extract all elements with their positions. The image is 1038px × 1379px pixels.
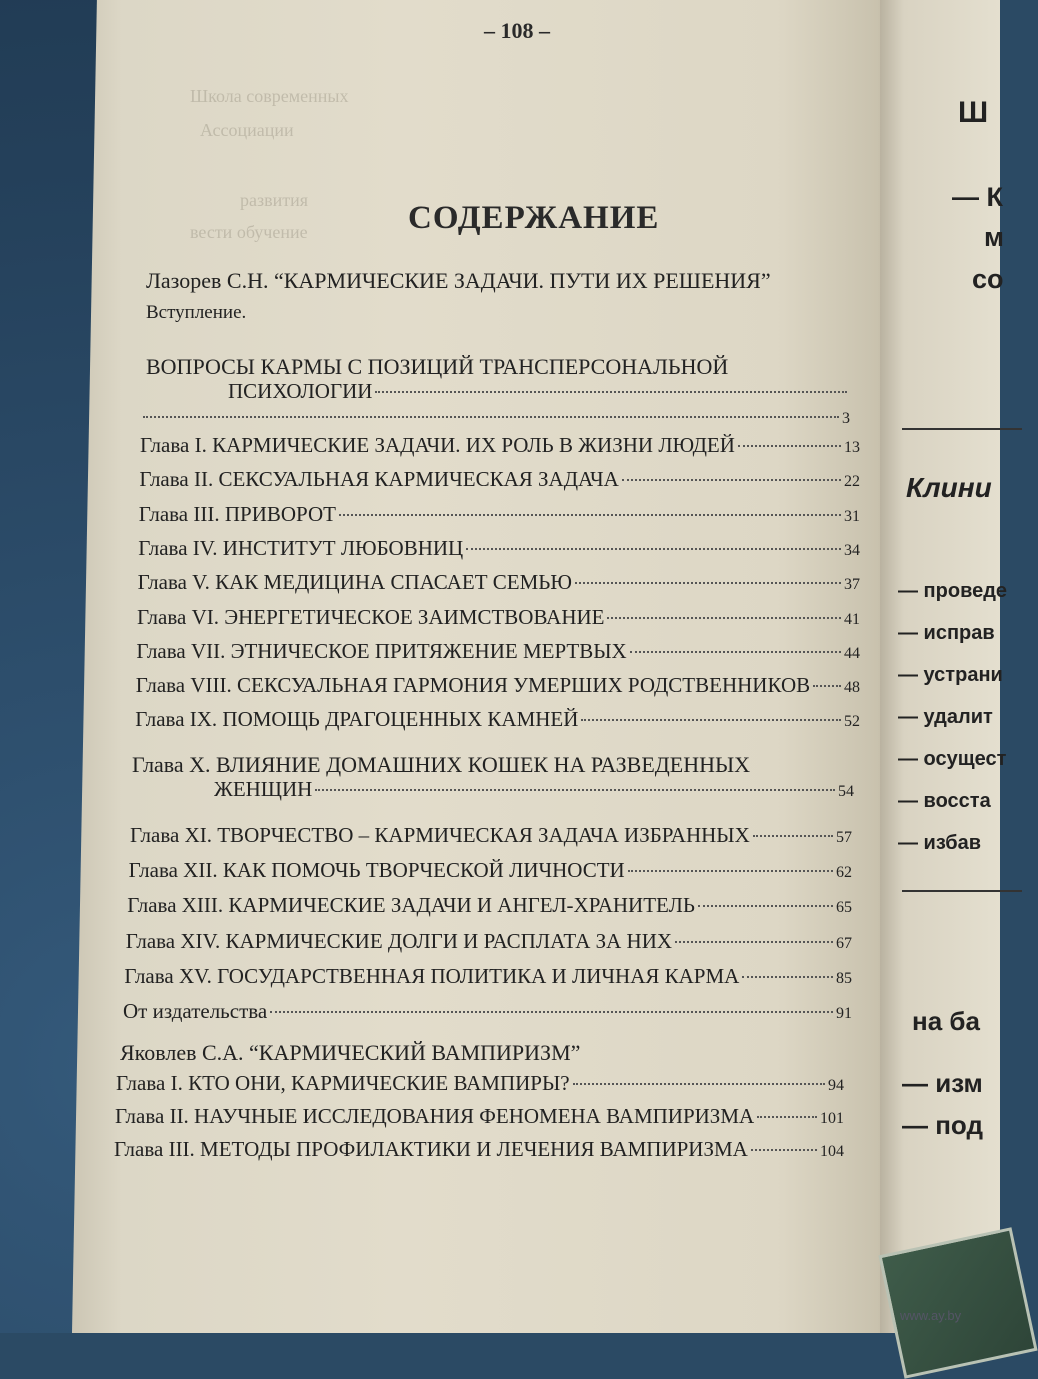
toc-entry-label: Глава XIV. КАРМИЧЕСКИЕ ДОЛГИ И РАСПЛАТА ЗА НИХ — [125, 928, 673, 953]
toc-entry-label: Глава IX. ПОМОЩЬ ДРАГОЦЕННЫХ КАМНЕЙ — [135, 707, 579, 732]
section-heading: ВОПРОСЫ КАРМЫ С ПОЗИЦИЙ ТРАНСПЕРСОНАЛЬНОЙ — [146, 354, 729, 379]
toc-entry-label: Глава XV. ГОСУДАРСТВЕННАЯ ПОЛИТИКА И ЛИЧНАЯ КАРМА — [124, 963, 740, 988]
dot-leader — [581, 719, 841, 721]
dot-leader — [607, 617, 841, 619]
toc-entry — [114, 1136, 844, 1162]
toc-entry-label: Глава X. ВЛИЯНИЕ ДОМАШНИХ КОШЕК НА РАЗВЕДЕННЫХ — [132, 752, 751, 777]
toc-entry-label: Глава III. ПРИВОРОТ — [138, 501, 336, 526]
bleed-through-text: вести обучение — [190, 222, 308, 242]
toc-entry — [138, 569, 860, 595]
facing-page-line: — изм — [902, 1068, 983, 1098]
dot-leader — [813, 685, 841, 687]
bleed-through-text: Ассоциации — [200, 120, 294, 140]
toc-entry — [135, 706, 860, 732]
toc-entry — [123, 998, 852, 1024]
dot-leader — [698, 905, 833, 907]
watermark: www.ay.by — [900, 1308, 962, 1323]
toc-page-number: 57 — [836, 829, 852, 846]
toc-entry — [136, 638, 860, 664]
toc-entry-label: Глава XIII. КАРМИЧЕСКИЕ ЗАДАЧИ И АНГЕЛ-ХРАНИТЕЛЬ — [127, 893, 695, 918]
facing-page-item: — избав — [898, 832, 982, 854]
dot-leader — [575, 582, 841, 584]
toc-page-number: 85 — [835, 969, 852, 987]
author-heading: Лазорев С.Н. “КАРМИЧЕСКИЕ ЗАДАЧИ. ПУТИ ИХ РЕШЕНИЯ” — [146, 268, 771, 293]
green-book-corner — [878, 1227, 1037, 1379]
toc-entry — [116, 1070, 844, 1096]
toc-page-number: 31 — [843, 507, 860, 525]
facing-page-title: Ш — [958, 96, 989, 129]
toc-entry — [129, 857, 852, 883]
toc-page-number: 67 — [835, 934, 852, 952]
toc-page-number: 37 — [843, 576, 860, 594]
toc-entry-section — [228, 378, 850, 404]
dot-leader — [753, 835, 833, 837]
dot-leader — [757, 1116, 817, 1118]
dot-leader — [675, 941, 833, 943]
dot-leader — [630, 651, 841, 653]
toc-entry-label: ПСИХОЛОГИИ — [228, 379, 373, 403]
toc-page-number: 104 — [820, 1143, 844, 1160]
toc-page-number: 44 — [843, 644, 860, 662]
toc-entry — [124, 963, 852, 989]
toc-page-number: 65 — [835, 899, 852, 917]
dot-leader — [339, 514, 841, 516]
toc-page-number: 34 — [843, 541, 860, 559]
facing-page-line: м — [984, 222, 1004, 252]
facing-page-item: — проведе — [898, 580, 1008, 602]
toc-entry-label: Глава VII. ЭТНИЧЕСКОЕ ПРИТЯЖЕНИЕ МЕРТВЫХ — [136, 638, 627, 663]
facing-page-line: на ба — [912, 1006, 980, 1036]
toc-entry-label: Глава I. КТО ОНИ, КАРМИЧЕСКИЕ ВАМПИРЫ? — [116, 1071, 570, 1095]
toc-entry — [214, 776, 854, 802]
dot-leader — [622, 479, 841, 481]
facing-page-item: — осущест — [898, 748, 1007, 770]
toc-entry-label: Глава XI. ТВОРЧЕСТВО – КАРМИЧЕСКАЯ ЗАДАЧА ИЗБРАННЫХ — [130, 823, 750, 847]
divider — [902, 890, 1022, 892]
dot-leader — [143, 416, 839, 418]
facing-page — [880, 0, 1008, 1333]
toc-page-number: 94 — [828, 1077, 844, 1094]
toc-entry — [115, 1103, 844, 1129]
toc-entry — [127, 892, 852, 918]
dot-leader — [466, 548, 841, 550]
toc-entry-label: Глава VI. ЭНЕРГЕТИЧЕСКОЕ ЗАИМСТВОВАНИЕ — [137, 604, 605, 629]
dot-leader — [573, 1083, 825, 1085]
toc-entry-label: Глава XII. КАК ПОМОЧЬ ТВОРЧЕСКОЙ ЛИЧНОСТИ — [128, 858, 625, 883]
toc-page-number: 22 — [843, 473, 860, 491]
toc-entry — [126, 928, 852, 954]
toc-entry-label: Глава II. СЕКСУАЛЬНАЯ КАРМИЧЕСКАЯ ЗАДАЧА — [139, 467, 619, 492]
facing-page-item: — восста — [898, 790, 991, 812]
toc-page-number: 48 — [843, 679, 860, 697]
toc-entry-label: Глава V. КАК МЕДИЦИНА СПАСАЕТ СЕМЬЮ — [137, 570, 572, 595]
toc-entry-label: От издательства — [123, 999, 268, 1023]
author-heading: Яковлев С.А. “КАРМИЧЕСКИЙ ВАМПИРИЗМ” — [120, 1040, 581, 1065]
facing-page-item: — исправ — [898, 622, 995, 644]
intro-entry: Вступление. — [146, 302, 247, 323]
toc-entry-label: Глава VIII. СЕКСУАЛЬНАЯ ГАРМОНИЯ УМЕРШИХ РОДСТВЕННИКОВ — [135, 673, 811, 698]
toc-page-number: 3 — [842, 410, 850, 427]
toc-entry — [138, 535, 860, 561]
toc-entry-label: Глава III. МЕТОДЫ ПРОФИЛАКТИКИ И ЛЕЧЕНИЯ ВАМПИРИЗМА — [114, 1137, 748, 1161]
toc-page-number: 52 — [843, 713, 860, 731]
dot-leader — [628, 870, 833, 872]
toc-entry-label: Глава II. НАУЧНЫЕ ИССЛЕДОВАНИЯ ФЕНОМЕНА ВАМПИРИЗМА — [115, 1104, 755, 1128]
toc-entry — [130, 822, 852, 848]
toc-entry — [139, 501, 860, 527]
toc-entry — [137, 604, 860, 630]
toc-page-number: 41 — [844, 610, 860, 628]
dot-leader — [375, 391, 847, 393]
bleed-through-text: развития — [240, 190, 309, 210]
toc-entry-label: Глава I. КАРМИЧЕСКИЕ ЗАДАЧИ. ИХ РОЛЬ В ЖИЗНИ ЛЮДЕЙ — [140, 433, 735, 457]
toc-page-number: 13 — [844, 439, 860, 456]
dot-leader — [738, 445, 841, 447]
page-number: – 108 – — [484, 18, 550, 43]
toc-entry-section-page — [140, 406, 850, 432]
toc-page-number: 101 — [820, 1110, 844, 1127]
facing-page-item: — удалит — [898, 706, 993, 728]
facing-page-heading: Клини — [906, 472, 992, 503]
dot-leader — [742, 976, 833, 978]
dot-leader — [751, 1149, 817, 1151]
bleed-through-text: Школа современных — [190, 86, 349, 106]
toc-entry-label: Глава IV. ИНСТИТУТ ЛЮБОВНИЦ — [138, 535, 464, 560]
divider — [902, 428, 1022, 430]
toc-entry — [136, 672, 860, 698]
facing-page-line: — под — [902, 1110, 983, 1140]
toc-page-number: 91 — [836, 1005, 852, 1022]
toc-page-number: 62 — [835, 864, 852, 882]
facing-page-line: — К — [952, 182, 1003, 212]
dot-leader — [315, 789, 835, 791]
toc-entry-label: ЖЕНЩИН — [214, 777, 313, 801]
facing-page-item: — устрани — [898, 664, 1003, 686]
toc-entry — [140, 432, 860, 458]
dot-leader — [270, 1011, 833, 1013]
facing-page-line: со — [972, 264, 1004, 294]
toc-page-number: 54 — [838, 783, 854, 800]
page-title: СОДЕРЖАНИЕ — [408, 200, 660, 236]
toc-entry — [139, 466, 860, 492]
